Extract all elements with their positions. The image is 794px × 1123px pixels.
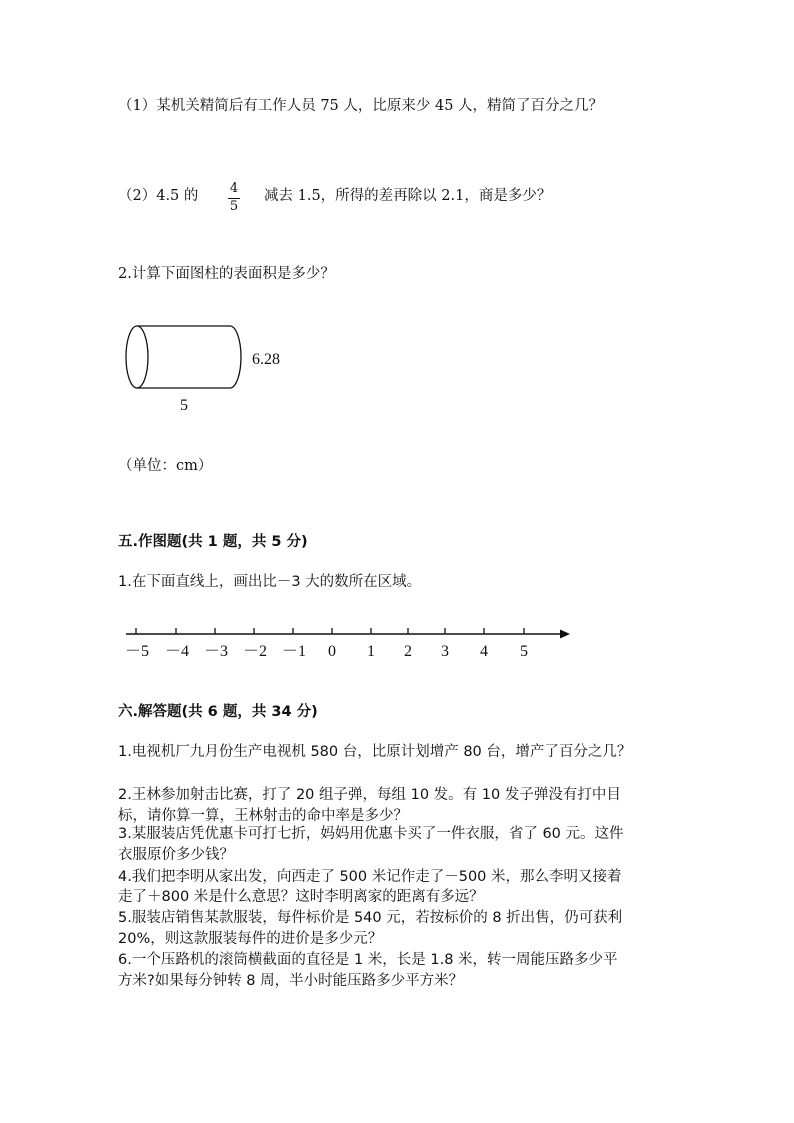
section-6-line: 2.王林参加射击比赛，打了 20 组子弹，每组 10 发。有 10 发子弹没有打中目 [118,787,621,803]
number-line-label: －2 [243,643,268,660]
section-6-line: 3.某服装店凭优惠卡可打七折，妈妈用优惠卡买了一件衣服，省了 60 元。这件 [118,826,624,842]
section-5-question-1: 1.在下面直线上，画出比－3 大的数所在区域。 [118,574,422,590]
number-line-label: －1 [282,643,307,660]
section-6-line: 方米?如果每分钟转 8 周，半小时能压路多少平方米？ [118,973,464,989]
unit-note: （单位：cm） [118,458,213,474]
section-6-line: 20%，则这款服装每件的进价是多少元？ [118,931,383,947]
question-1-2-prefix: （2）4.5 的 [118,188,199,204]
section-5-title: 五.作图题(共 1 题，共 5 分) [118,534,308,550]
section-6-line: 1.电视机厂九月份生产电视机 580 台，比原计划增产 80 台，增产了百分之几？ [118,744,632,760]
number-line-label: －3 [204,643,229,660]
question-1-2-suffix: 减去 1.5，所得的差再除以 2.1，商是多少？ [264,188,552,204]
number-line-label: －5 [125,643,150,660]
number-line-label: 2 [404,643,412,660]
number-line-label: －4 [165,643,190,660]
number-line-label: 5 [520,643,528,660]
section-6-line: 标，请你算一算，王林射击的命中率是多少？ [118,808,408,824]
question-2: 2.计算下面图柱的表面积是多少？ [118,266,335,282]
cylinder-left-face [126,326,148,388]
question-1-1: （1）某机关精简后有工作人员 75 人，比原来少 45 人，精简了百分之几？ [118,98,604,114]
number-line-label: 0 [328,643,336,660]
number-line-label: 4 [480,643,488,660]
section-6-line: 走了＋800 米是什么意思？这时李明离家的距离有多远？ [118,889,484,905]
section-6-title: 六.解答题(共 6 题，共 34 分) [118,704,318,720]
section-6-line: 5.服装店销售某款服装，每件标价是 540 元，若按标价的 8 折出售，仍可获利 [118,910,623,926]
section-6-line: 4.我们把李明从家出发，向西走了 500 米记作走了－500 米，那么李明又接着 [118,869,622,885]
section-6-line: 6.一个压路机的滚筒横截面的直径是 1 米，长是 1.8 米，转一周能压路多少平 [118,952,618,968]
number-line-arrow-icon [560,630,570,639]
fraction-denominator: 5 [229,199,239,214]
cylinder-length-label: 5 [180,397,188,414]
number-line-label: 1 [367,643,375,660]
number-line-label: 3 [441,643,449,660]
fraction-numerator: 4 [229,181,239,196]
cylinder-height-label: 6.28 [252,351,280,368]
section-6-line: 衣服原价多少钱？ [118,847,234,863]
cylinder-right-arc [230,326,241,388]
